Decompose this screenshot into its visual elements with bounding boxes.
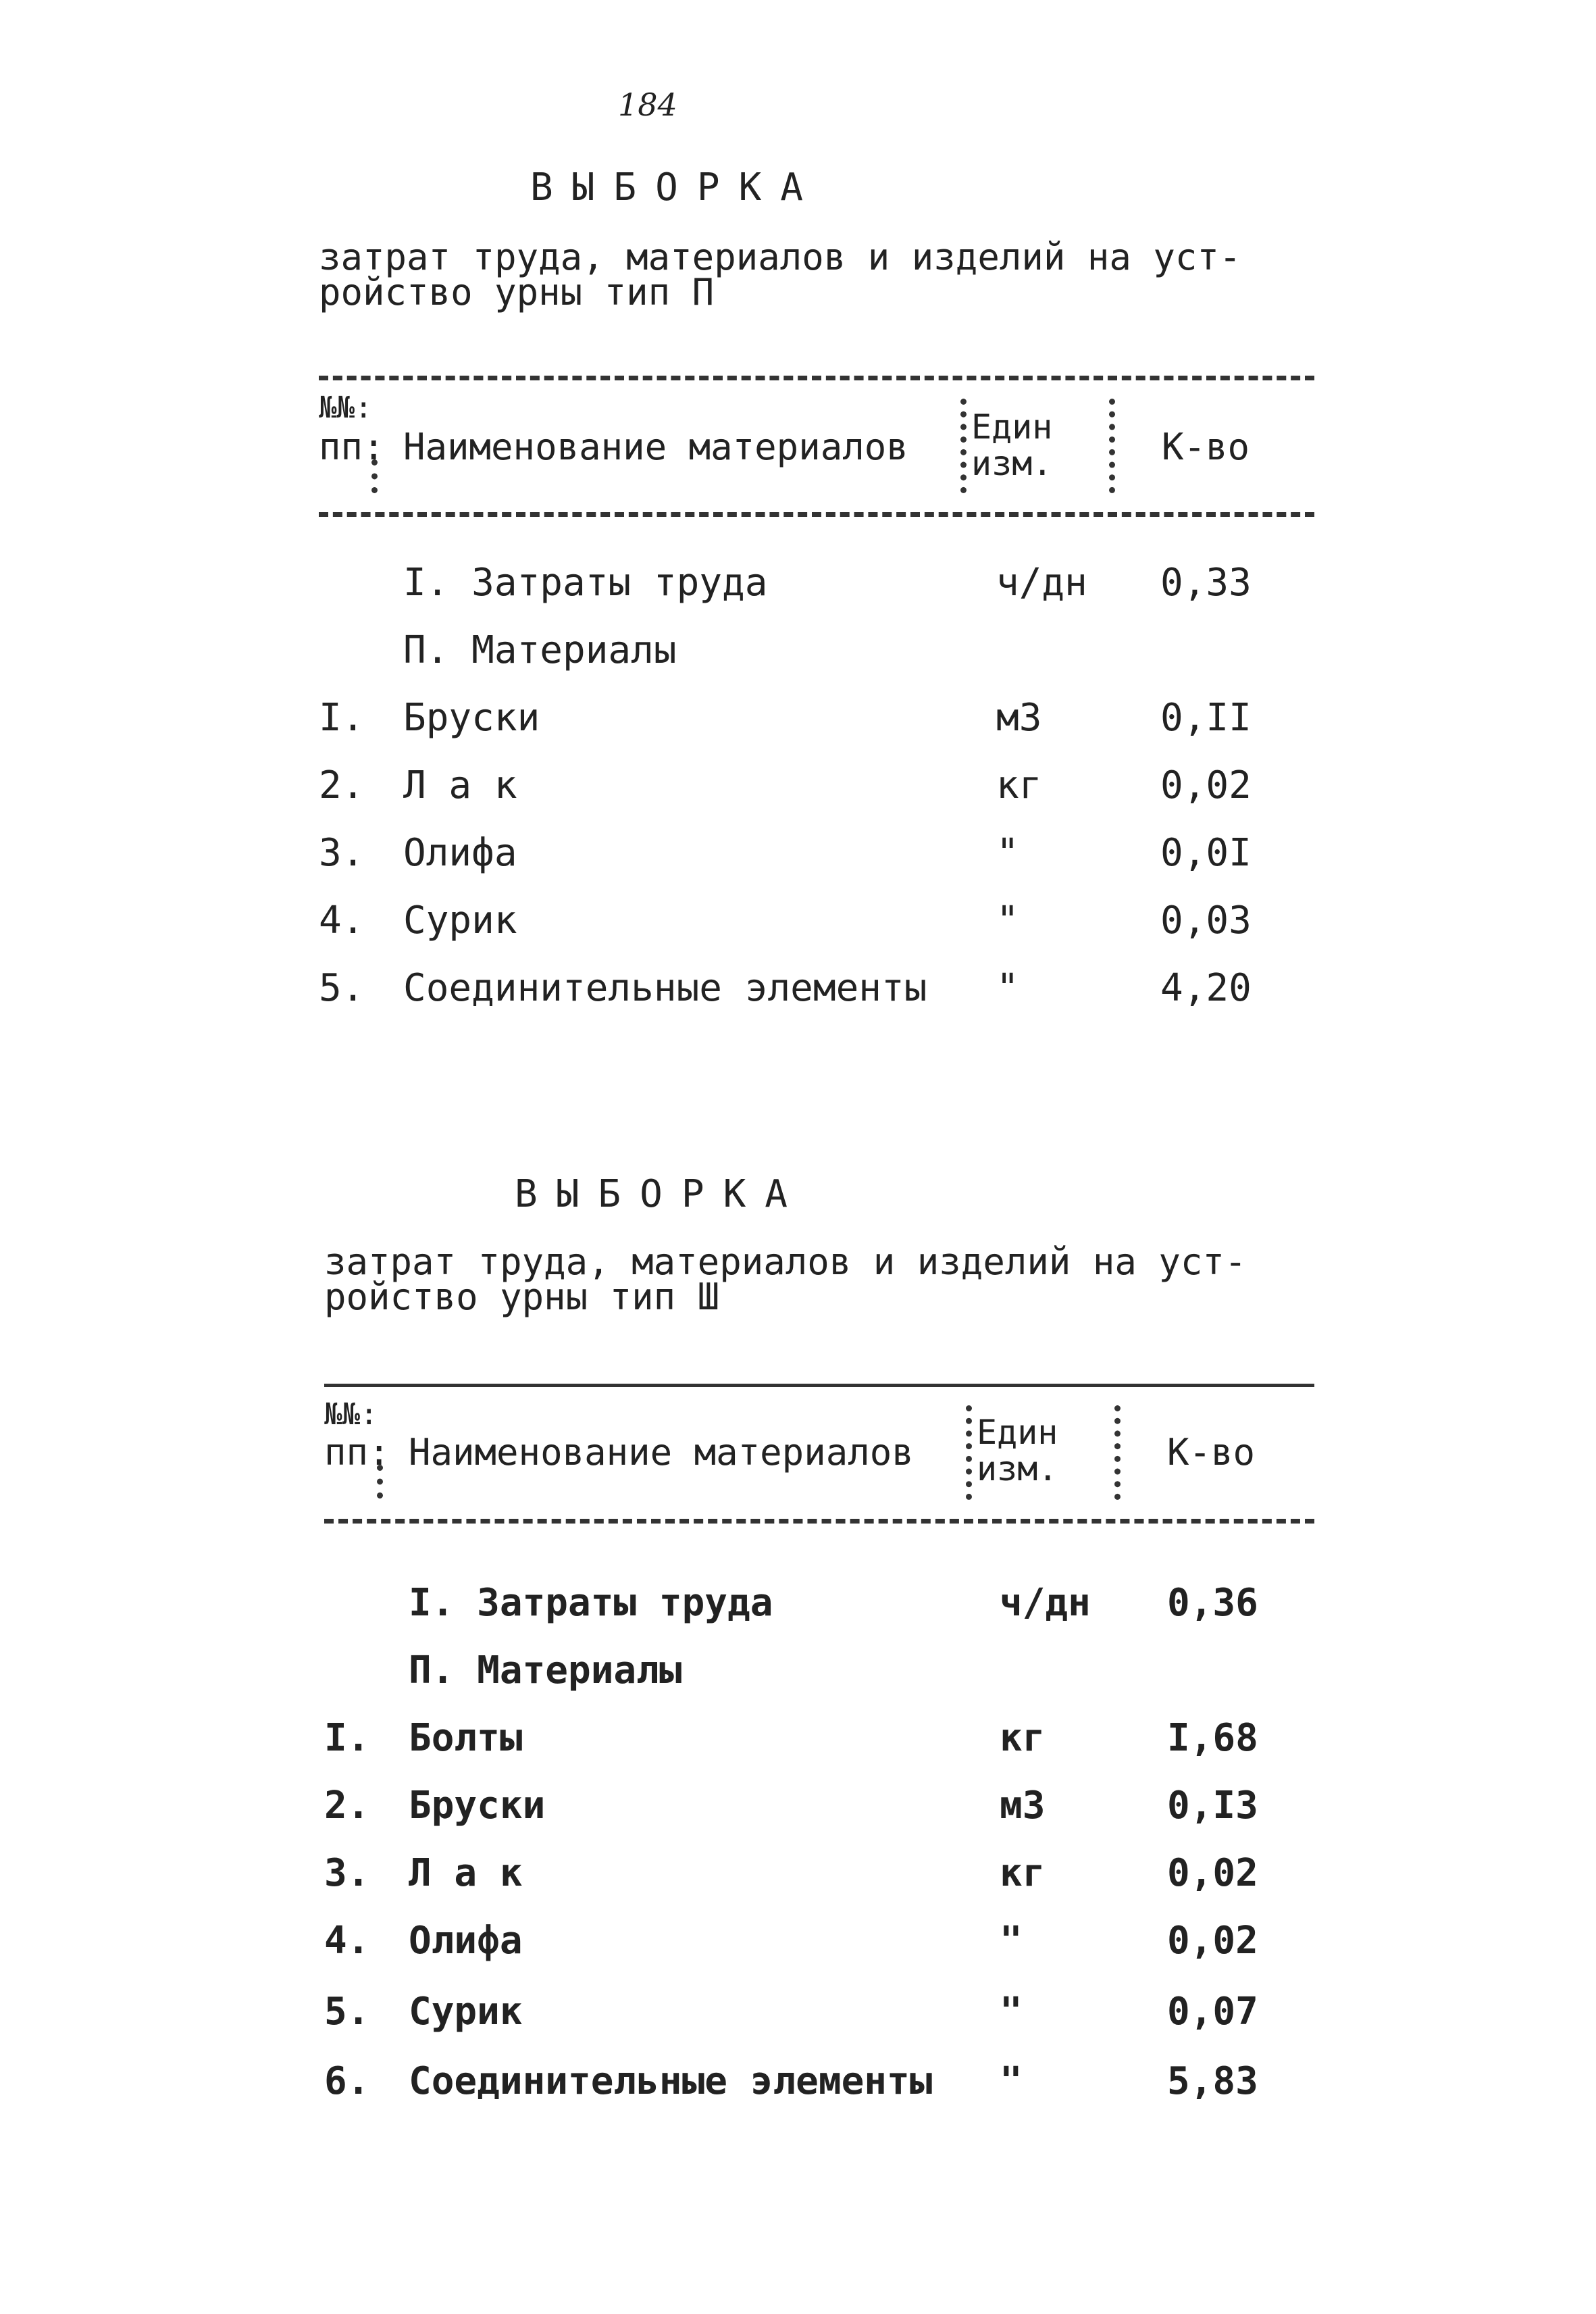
- row-qty: I,68: [1167, 1716, 1258, 1760]
- row-qty: 0,02: [1167, 1919, 1258, 1963]
- row-num: 3.: [324, 1851, 370, 1895]
- section-1-header-col-sep-2: [960, 399, 967, 493]
- section-2-header-name: Наименование материалов: [409, 1431, 914, 1474]
- row-num: 4.: [319, 899, 365, 942]
- row-unit: ": [1000, 1990, 1023, 2034]
- section-1-header-num-bottom: пп:: [319, 426, 385, 468]
- row-unit: кг: [1000, 1716, 1046, 1760]
- row-num: 2.: [319, 763, 365, 807]
- section-2-header-qty: К-во: [1167, 1431, 1256, 1474]
- row-qty: 0,02: [1167, 1851, 1258, 1895]
- section-2-header-col-sep-2: [966, 1405, 972, 1500]
- section-2-header-bottom-rule: [324, 1519, 1314, 1524]
- section-2-header-num-bottom: пп:: [324, 1431, 390, 1474]
- page-number: 184: [618, 86, 677, 123]
- row-name: Сурик: [403, 899, 517, 942]
- row-unit: ": [1000, 1919, 1023, 1963]
- row-name: Бруски: [409, 1784, 546, 1828]
- row-unit: ": [996, 831, 1019, 875]
- row-unit: м3: [996, 696, 1042, 740]
- row-qty: 4,20: [1160, 966, 1252, 1010]
- section-1-header-num-top: №№:: [319, 391, 373, 425]
- section-1-header-top-rule: [319, 376, 1314, 380]
- row-qty: 5,83: [1167, 2059, 1258, 2103]
- section-1-header-col-sep-3: [1109, 399, 1115, 493]
- section-1-header-unit-bottom: изм.: [971, 444, 1053, 483]
- row-qty: 0,02: [1160, 763, 1252, 807]
- section-1-subtitle-line2: ройство урны тип П: [319, 271, 715, 313]
- row-name: Олифа: [403, 831, 517, 875]
- row-qty: 0,0I: [1160, 831, 1252, 875]
- row-name: Сурик: [409, 1990, 523, 2034]
- row-name: П. Материалы: [403, 628, 677, 672]
- row-name: Л а к: [409, 1851, 523, 1895]
- section-2-header-col-sep-3: [1114, 1405, 1121, 1500]
- row-name: П. Материалы: [409, 1649, 682, 1692]
- row-unit: м3: [1000, 1784, 1046, 1828]
- row-qty: 0,II: [1160, 696, 1252, 740]
- section-1-subtitle-line1: затрат труда, материалов и изделий на уст-: [319, 236, 1241, 278]
- section-2-header-unit-top: Един: [977, 1413, 1058, 1452]
- row-qty: 0,03: [1160, 899, 1252, 942]
- row-name: Соединительные элементы: [409, 2059, 933, 2103]
- section-2-header-num-top: №№:: [324, 1397, 378, 1432]
- row-name: Соединительные элементы: [403, 966, 927, 1010]
- row-num: 3.: [319, 831, 365, 875]
- row-unit: ": [1000, 2059, 1023, 2103]
- section-2-subtitle-line1: затрат труда, материалов и изделий на уст-: [324, 1240, 1247, 1283]
- row-name: Олифа: [409, 1919, 523, 1963]
- row-num: 6.: [324, 2059, 370, 2103]
- row-name: Болты: [409, 1716, 523, 1760]
- section-2-subtitle-line2: ройство урны тип Ш: [324, 1276, 720, 1318]
- row-qty: 0,36: [1167, 1581, 1258, 1625]
- section-2-title: ВЫБОРКА: [515, 1172, 807, 1216]
- row-num: 5.: [319, 966, 365, 1010]
- row-qty: 0,I3: [1167, 1784, 1258, 1828]
- row-name: Бруски: [403, 696, 540, 740]
- row-unit: ": [996, 899, 1019, 942]
- section-1-header-qty: К-во: [1162, 426, 1250, 468]
- row-num: 4.: [324, 1919, 370, 1963]
- row-num: 2.: [324, 1784, 370, 1828]
- section-2-header-top-rule: [324, 1384, 1314, 1387]
- section-2-header-col-sep-1: [377, 1465, 383, 1499]
- row-unit: ч/дн: [1000, 1581, 1091, 1625]
- section-1-header-bottom-rule: [319, 512, 1314, 517]
- section-1-header-col-sep-1: [371, 459, 378, 493]
- section-2-header-unit-bottom: изм.: [977, 1449, 1058, 1488]
- section-1-header-unit-top: Един: [971, 407, 1053, 447]
- row-unit: кг: [996, 763, 1042, 807]
- row-num: 5.: [324, 1990, 370, 2034]
- section-1-header-name: Наименование материалов: [403, 426, 908, 468]
- row-num: I.: [324, 1716, 370, 1760]
- row-name: I. Затраты труда: [403, 561, 768, 605]
- row-unit: ч/дн: [996, 561, 1087, 605]
- row-unit: ": [996, 966, 1019, 1010]
- row-qty: 0,07: [1167, 1990, 1258, 2034]
- row-unit: кг: [1000, 1851, 1046, 1895]
- row-name: Л а к: [403, 763, 517, 807]
- row-name: I. Затраты труда: [409, 1581, 773, 1625]
- row-qty: 0,33: [1160, 561, 1252, 605]
- section-1-title: ВЫБОРКА: [530, 166, 823, 209]
- row-num: I.: [319, 696, 365, 740]
